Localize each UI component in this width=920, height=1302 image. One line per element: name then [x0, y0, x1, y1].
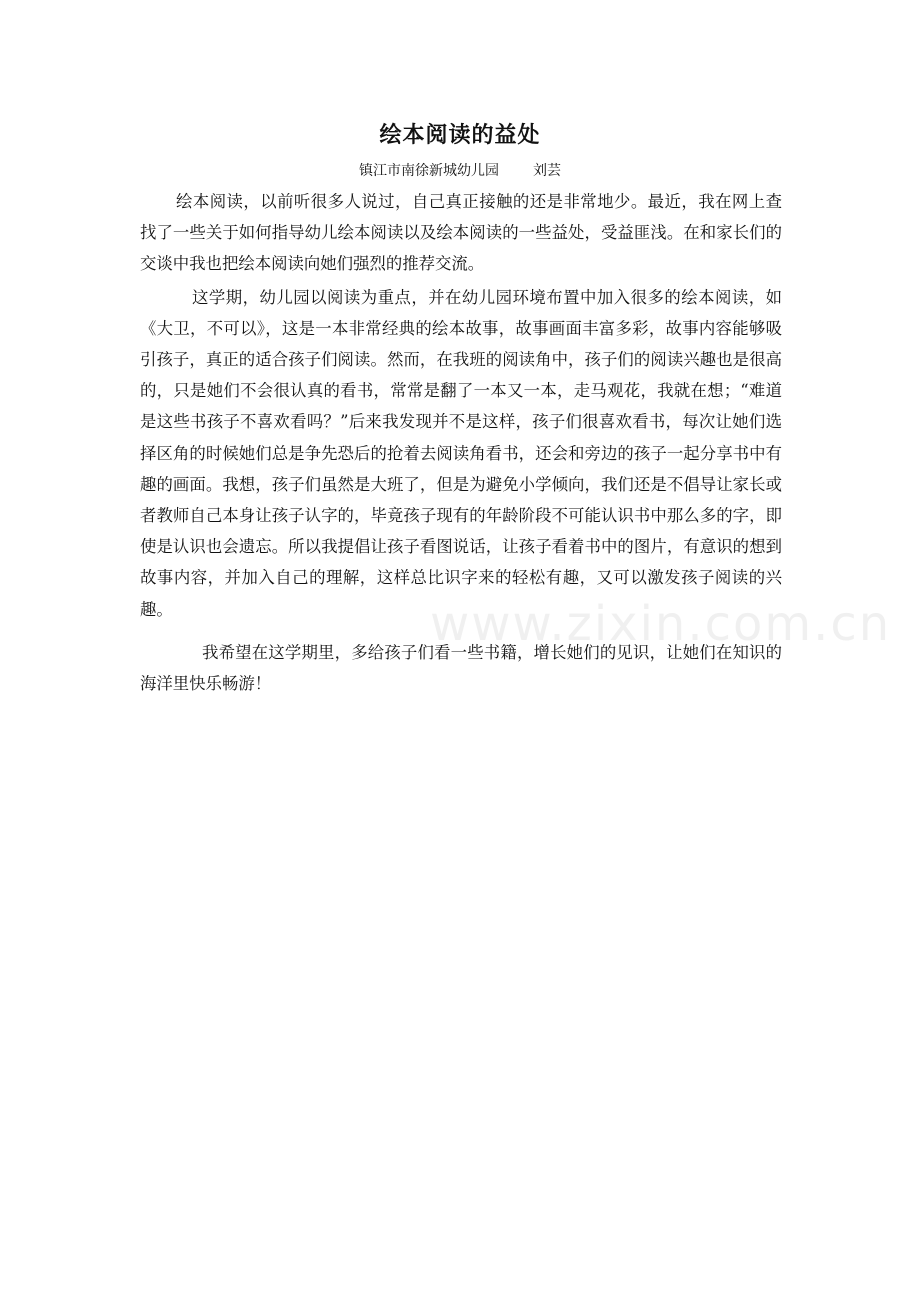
document-body — [140, 186, 782, 699]
author-byline — [0, 160, 920, 182]
author-organization: 镇江市南徐新城幼儿园 — [359, 163, 499, 179]
watermark: www.zixin.com.cn — [430, 596, 892, 652]
author-name: 刘芸 — [533, 163, 561, 179]
paragraph-2: 这学期，幼儿园以阅读为重点，并在幼儿园环境布置中加入很多的绘本阅读，如《大卫，不可以》，这是一本非常经典的绘本故事，故事画面丰富多彩，故事内容能够吸引孩子，真正的适合孩子们阅读。然而，在我班的阅读角中，孩子们的阅读兴趣也是很高的，只是她们不会很认真的看书，常常是翻了一本又一本，走马观花，我就在想；“难道是这些书孩子不喜欢看吗？”后来我发现并不是这样，孩子们很喜欢看书，每次让她们选择区角的时候她们总是争先恐后的抢着去阅读角看书，还会和旁边的孩子一起分享书中有趣的画面。我想，孩子们虽然是大班了，但是为避免小学倾向，我们还是不倡导让家长或者教师自己本身让孩子认字的，毕竟孩子现有的年龄阶段不可能认识书中那么多的字，即使是认识也会遗忘。所以我提倡让孩子看图说话，让孩子看着书中的图片，有意识的想到故事内容，并加入自己的理解，这样总比识字来的轻松有趣，又可以激发孩子阅读的兴趣。 — [140, 287, 782, 619]
document-title: 绘本阅读的益处 — [379, 122, 541, 148]
paragraph-3: 我希望在这学期里，多给孩子们看一些书籍，增长她们的见识，让她们在知识的海洋里快乐畅游！ — [140, 642, 782, 694]
paragraph-1: 绘本阅读，以前听很多人说过，自己真正接触的还是非常地少。最近，我在网上查找了一些关于如何指导幼儿绘本阅读以及绘本阅读的一些益处，受益匪浅。在和家长们的交谈中我也把绘本阅读向她们强烈的推荐交流。 — [140, 192, 782, 274]
